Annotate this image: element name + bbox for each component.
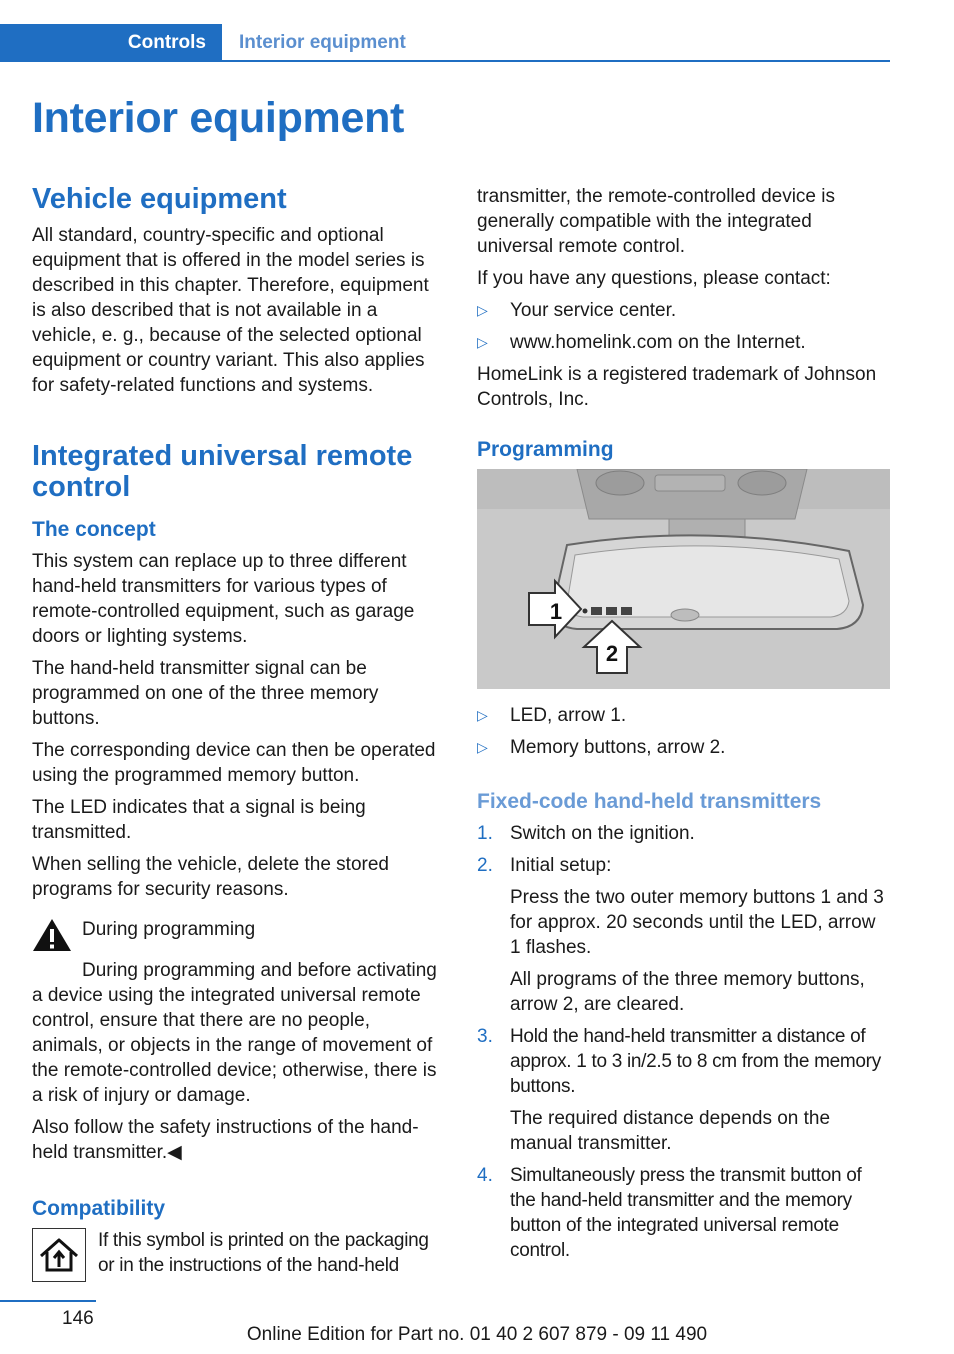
- warning-text: During programming and before activating a device using the integrated universal remote control, ensure that there are no people, animals, or objects in the range of movement of the remote-controlled device; otherwise, there is a risk of injury or damage.: [32, 960, 437, 1106]
- compatibility-paragraph: If this symbol is printed on the packaging or in the instructions of the hand-held: [98, 1230, 429, 1276]
- step-item: [477, 821, 891, 846]
- section-heading-vehicle: Vehicle equipment: [32, 183, 287, 215]
- step-number: 4.: [477, 1165, 493, 1186]
- step-text: Hold the hand-held transmitter a distance of approx. 1 to 3 in/2.5 to 8 cm from the memory buttons.: [510, 1026, 881, 1097]
- step-number: 2.: [477, 855, 493, 876]
- warning-triangle-icon: [32, 917, 72, 960]
- section-heading-iurc: Integrated universal remote control: [32, 440, 413, 503]
- step-item: [477, 853, 891, 878]
- concept-paragraph-4: The LED indicates that a signal is being transmitted.: [32, 797, 366, 843]
- edition-note: Online Edition for Part no. 01 40 2 607 879 - 09 11 490: [246, 1324, 708, 1345]
- step-number: 1.: [477, 823, 493, 844]
- left-column: [32, 184, 446, 1282]
- concept-paragraph-5: When selling the vehicle, delete the stored programs for security reasons.: [32, 854, 389, 900]
- bullet-triangle-icon: ▷: [477, 334, 488, 350]
- right-column: [477, 184, 891, 1270]
- footer-divider: [0, 1300, 96, 1302]
- contact-item-service: Your service center.: [510, 300, 677, 321]
- warning-block: [32, 917, 446, 960]
- header-divider: [0, 60, 890, 62]
- step-text: Switch on the ignition.: [510, 823, 695, 844]
- concept-paragraph-3: The corresponding device can then be operated using the programmed memory button.: [32, 740, 436, 786]
- list-item: [477, 703, 891, 728]
- homelink-house-icon: [32, 1228, 86, 1282]
- bullet-triangle-icon: ▷: [477, 302, 488, 318]
- step-3-sub: The required distance depends on the manual transmitter.: [510, 1108, 831, 1154]
- subheading-programming: Programming: [477, 438, 614, 461]
- step-2-sub-1: Press the two outer memory buttons 1 and 3 for approx. 20 seconds until the LED, arrow 1 flashes.: [510, 887, 884, 958]
- step-text: Simultaneously press the transmit button of the hand-held transmitter and the memory button of the integrated universal remote control.: [510, 1165, 862, 1261]
- page-number: 146: [62, 1308, 94, 1329]
- compat-continued: transmitter, the remote-controlled device is generally compatible with the integrated universal remote control.: [477, 186, 835, 257]
- step-number: 3.: [477, 1026, 493, 1047]
- step-text: Initial setup:: [510, 855, 612, 876]
- questions-paragraph: If you have any questions, please contact:: [477, 268, 831, 289]
- list-item: [477, 298, 891, 323]
- breadcrumb[interactable]: Interior equipment: [239, 32, 406, 53]
- vehicle-paragraph: All standard, country-specific and optional equipment that is offered in the model series is described in this chapter. Therefore, equipment is also described that is not available in a vehicle, e. g., because of the selected optional equipment or country variant. This also applies for safety-related functions and systems.: [32, 225, 429, 396]
- subheading-compatibility: Compatibility: [32, 1197, 166, 1220]
- concept-paragraph-1: This system can replace up to three different hand-held transmitters for various types of remote-controlled equipment, such as garage doors or lighting systems.: [32, 551, 415, 647]
- prog-item-led: LED, arrow 1.: [510, 705, 627, 726]
- bullet-triangle-icon: ▷: [477, 707, 488, 723]
- trademark-paragraph: HomeLink is a registered trademark of Johnson Controls, Inc.: [477, 364, 877, 410]
- chapter-tab[interactable]: [0, 24, 222, 61]
- rearview-mirror-illustration: [477, 469, 890, 689]
- list-item: [477, 330, 891, 355]
- compatibility-block: [32, 1228, 446, 1282]
- step-item: [477, 1163, 891, 1263]
- bullet-triangle-icon: ▷: [477, 739, 488, 755]
- step-item: [477, 1024, 891, 1099]
- warning-follow: Also follow the safety instructions of the hand-held transmitter.◀: [32, 1117, 419, 1163]
- list-item: [477, 735, 891, 760]
- page-title: Interior equipment: [32, 94, 405, 142]
- arrow-label-2: 2: [605, 641, 619, 666]
- chapter-tab-label: Controls: [127, 31, 206, 53]
- prog-item-buttons: Memory buttons, arrow 2.: [510, 737, 726, 758]
- subheading-fixed-code: Fixed-code hand-held transmitters: [477, 790, 822, 813]
- step-2-sub-2: All programs of the three memory buttons, arrow 2, are cleared.: [510, 969, 865, 1015]
- arrow-label-1: 1: [549, 599, 563, 624]
- contact-item-web: www.homelink.com on the Internet.: [510, 332, 806, 353]
- warning-title: During programming: [82, 919, 256, 940]
- concept-paragraph-2: The hand-held transmitter signal can be programmed on one of the three memory buttons.: [32, 658, 379, 729]
- subheading-concept: The concept: [32, 518, 156, 541]
